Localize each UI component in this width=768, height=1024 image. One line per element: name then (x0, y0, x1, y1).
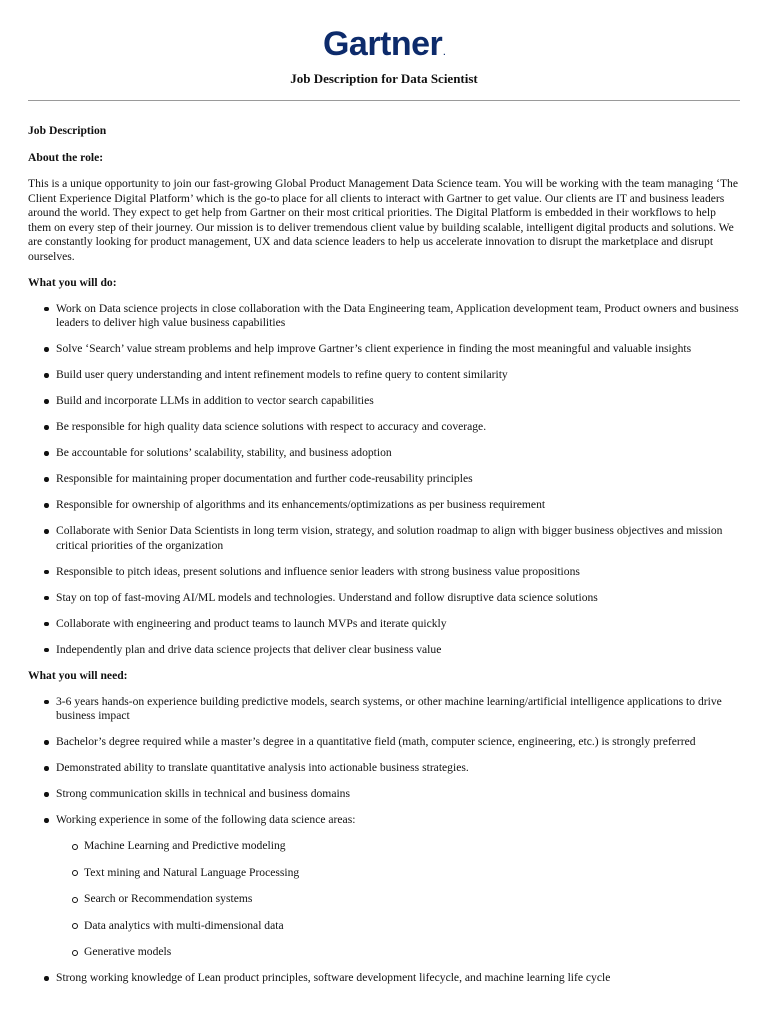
list-item: Responsible to pitch ideas, present solutions and influence senior leaders with strong business value propositions (28, 565, 740, 580)
about-role-heading: About the role: (28, 150, 104, 164)
list-item: Strong working knowledge of Lean product principles, software development lifecycle, and machine learning life cycle (28, 971, 740, 986)
list-item: Build user query understanding and intent refinement models to refine query to content similarity (28, 368, 740, 383)
about-role-paragraph: This is a unique opportunity to join our fast-growing Global Product Management Data Science team. You will be working with the team managing ‘The Client Experience Digital Platform’ which is the go-to place for all clients to interact with Gartner to get value. Our clients are IT and business leaders around the world. They expect to get help from Gartner on their most critical priorities. The Digital Platform is embedded in their workflows to help them on every step of their journey. Our mission is to deliver tremendous client value by building scalable, intelligent digital products and solutions. We are constantly looking for product management, UX and data science leaders to help us accelerate innovation to disrupt the marketplace and disrupt ourselves. (28, 177, 738, 263)
sublist-item: Generative models (56, 945, 740, 960)
list-item: Collaborate with Senior Data Scientists in long term vision, strategy, and solution roadmap to align with bigger business objectives and mission critical priorities of the organization (28, 524, 740, 553)
document-body (28, 124, 740, 997)
sublist-item: Text mining and Natural Language Processing (56, 866, 740, 881)
list-item: Stay on top of fast-moving AI/ML models and technologies. Understand and follow disruptive data science solutions (28, 591, 740, 606)
list-item: Be accountable for solutions’ scalability, stability, and business adoption (28, 446, 740, 461)
list-item: Responsible for ownership of algorithms and its enhancements/optimizations as per business requirement (28, 498, 740, 513)
list-item: Strong communication skills in technical and business domains (28, 787, 740, 802)
what-you-will-need-list (28, 695, 740, 986)
sublist-item: Search or Recommendation systems (56, 892, 740, 907)
list-item: Bachelor’s degree required while a master’s degree in a quantitative field (math, computer science, engineering, etc.) is strongly preferred (28, 735, 740, 750)
list-item: Independently plan and drive data science projects that deliver clear business value (28, 643, 740, 658)
gartner-logo (0, 24, 768, 73)
sublist-item: Machine Learning and Predictive modeling (56, 839, 740, 854)
sublist-item: Data analytics with multi-dimensional data (56, 919, 740, 934)
logo-mark: . (443, 48, 446, 57)
list-item: Be responsible for high quality data science solutions with respect to accuracy and coverage. (28, 420, 740, 435)
list-item: Responsible for maintaining proper documentation and further code-reusability principles (28, 472, 740, 487)
list-item: Work on Data science projects in close collaboration with the Data Engineering team, Application development team, Product owners and business leaders to deliver high value business capabilities (28, 302, 740, 331)
list-item-text: Working experience in some of the following data science areas: (56, 813, 356, 826)
data-science-areas-sublist (56, 839, 740, 960)
list-item: Build and incorporate LLMs in addition to vector search capabilities (28, 394, 740, 409)
header-divider (28, 100, 740, 101)
job-description-heading: Job Description (28, 124, 107, 137)
what-you-will-do-list (28, 302, 740, 658)
list-item: Demonstrated ability to translate quantitative analysis into actionable business strategies. (28, 761, 740, 776)
logo-wordmark: Gartner (322, 25, 443, 63)
list-item: 3-6 years hands-on experience building predictive models, search systems, or other machine learning/artificial intelligence applications to drive business impact (28, 695, 740, 724)
what-you-will-do-heading: What you will do: (28, 275, 117, 289)
what-you-will-need-heading: What you will need: (28, 668, 128, 682)
list-item: Collaborate with engineering and product teams to launch MVPs and iterate quickly (28, 617, 740, 632)
list-item: Solve ‘Search’ value stream problems and help improve Gartner’s client experience in finding the most meaningful and valuable insights (28, 342, 740, 357)
document-title: Job Description for Data Scientist (290, 71, 478, 86)
list-item (28, 813, 740, 960)
